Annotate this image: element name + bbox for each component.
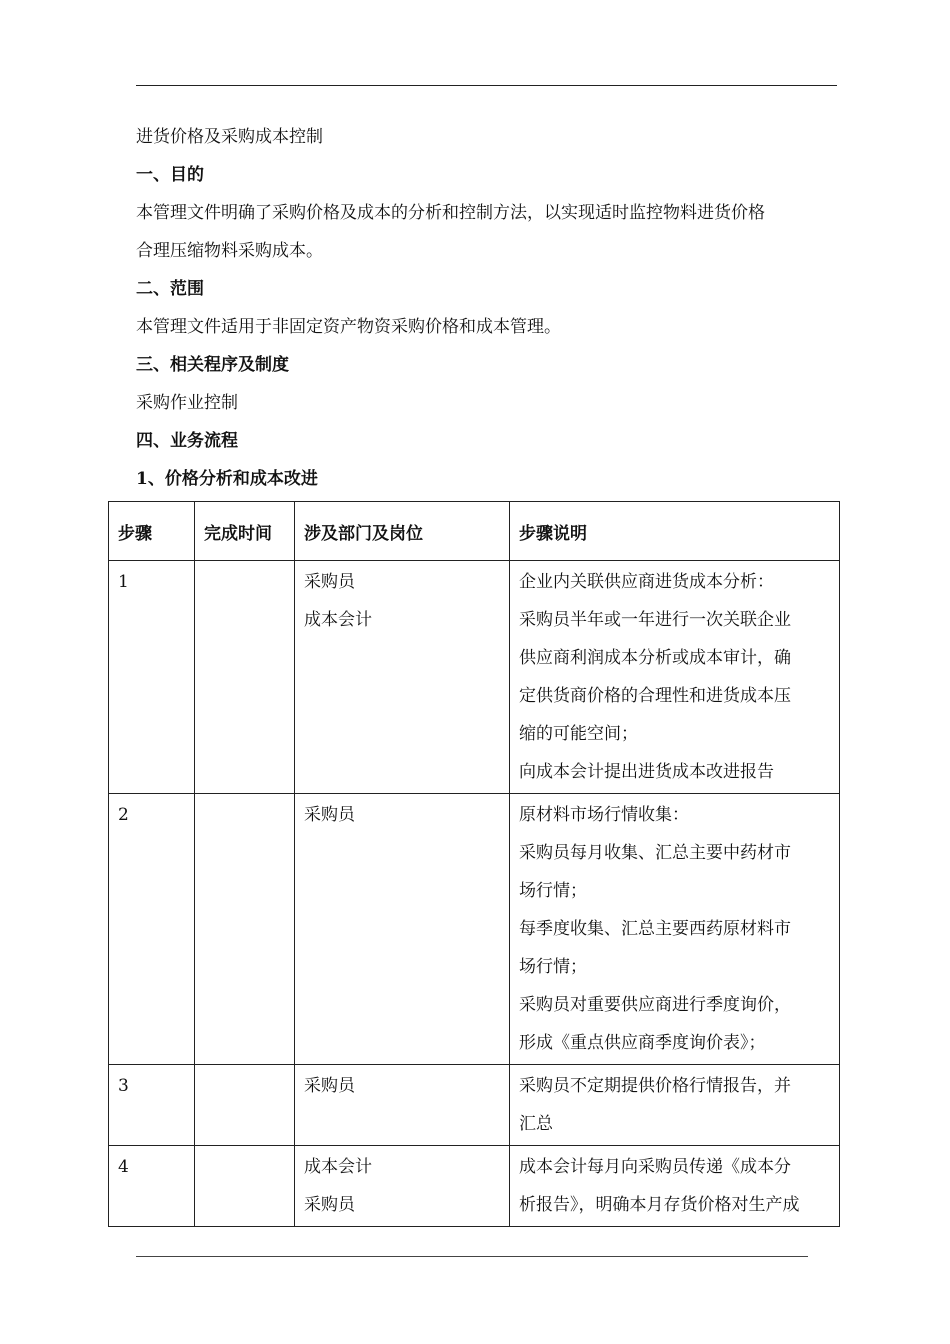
desc-line: 缩的可能空间； bbox=[519, 724, 638, 744]
section-3-heading: 三、相关程序及制度 bbox=[136, 355, 289, 375]
desc-line: 采购员半年或一年进行一次关联企业 bbox=[519, 610, 791, 630]
desc-line: 成本会计每月向采购员传递《成本分 bbox=[519, 1157, 791, 1177]
section-4-heading: 四、业务流程 bbox=[136, 431, 238, 451]
desc-line: 采购员每月收集、汇总主要中药材市 bbox=[519, 843, 791, 863]
table-header-row bbox=[109, 502, 840, 561]
desc-line: 企业内关联供应商进货成本分析： bbox=[519, 572, 774, 592]
desc-line: 采购员对重要供应商进行季度询价， bbox=[519, 995, 791, 1015]
header-dept: 涉及部门及岗位 bbox=[295, 502, 510, 561]
table-row bbox=[109, 794, 840, 1065]
row-desc bbox=[510, 794, 840, 1065]
process-table bbox=[108, 501, 840, 1227]
section-2-text: 本管理文件适用于非固定资产物资采购价格和成本管理。 bbox=[136, 317, 561, 337]
section-1-heading: 一、目的 bbox=[136, 165, 204, 185]
row-step bbox=[109, 561, 195, 794]
header-time: 完成时间 bbox=[195, 502, 295, 561]
dept-item: 采购员 bbox=[304, 1076, 355, 1096]
row-desc bbox=[510, 1146, 840, 1227]
desc-line: 汇总 bbox=[519, 1114, 553, 1134]
section-3-text: 采购作业控制 bbox=[136, 393, 238, 413]
step-number: 4 bbox=[118, 1157, 129, 1177]
section-4-subheading: 1、价格分析和成本改进 bbox=[136, 469, 318, 489]
dept-item: 采购员 bbox=[304, 805, 355, 825]
table-row bbox=[109, 1146, 840, 1227]
dept-item: 成本会计 bbox=[304, 610, 372, 630]
row-time bbox=[195, 1065, 295, 1146]
desc-line: 析报告》，明确本月存货价格对生产成 bbox=[519, 1195, 800, 1215]
desc-line: 采购员不定期提供价格行情报告，并 bbox=[519, 1076, 791, 1096]
desc-line: 场行情； bbox=[519, 957, 587, 977]
row-dept bbox=[295, 794, 510, 1065]
desc-line: 向成本会计提出进货成本改进报告 bbox=[519, 762, 774, 782]
document-body bbox=[136, 118, 840, 498]
section-1-text-line-2: 合理压缩物料采购成本。 bbox=[136, 241, 323, 261]
row-step bbox=[109, 794, 195, 1065]
row-step bbox=[109, 1065, 195, 1146]
table-row bbox=[109, 561, 840, 794]
dept-item: 成本会计 bbox=[304, 1157, 372, 1177]
dept-item: 采购员 bbox=[304, 1195, 355, 1215]
dept-item: 采购员 bbox=[304, 572, 355, 592]
row-step bbox=[109, 1146, 195, 1227]
row-dept bbox=[295, 1065, 510, 1146]
row-desc bbox=[510, 561, 840, 794]
desc-line: 定供货商价格的合理性和进货成本压 bbox=[519, 686, 791, 706]
desc-line: 形成《重点供应商季度询价表》； bbox=[519, 1033, 766, 1053]
row-dept bbox=[295, 1146, 510, 1227]
row-time bbox=[195, 1146, 295, 1227]
row-dept bbox=[295, 561, 510, 794]
step-number: 2 bbox=[118, 805, 129, 825]
header-step: 步骤 bbox=[109, 502, 195, 561]
desc-line: 原材料市场行情收集： bbox=[519, 805, 689, 825]
desc-line: 每季度收集、汇总主要西药原材料市 bbox=[519, 919, 791, 939]
step-number: 3 bbox=[118, 1076, 129, 1096]
footer-rule bbox=[136, 1256, 808, 1257]
desc-line: 供应商利润成本分析或成本审计，确 bbox=[519, 648, 791, 668]
header-desc: 步骤说明 bbox=[510, 502, 840, 561]
row-desc bbox=[510, 1065, 840, 1146]
doc-title: 进货价格及采购成本控制 bbox=[136, 127, 323, 147]
row-time bbox=[195, 561, 295, 794]
section-2-heading: 二、范围 bbox=[136, 279, 204, 299]
desc-line: 场行情； bbox=[519, 881, 587, 901]
row-time bbox=[195, 794, 295, 1065]
header-rule bbox=[136, 85, 837, 86]
section-1-text-line-1: 本管理文件明确了采购价格及成本的分析和控制方法，以实现适时监控物料进货价格 bbox=[136, 203, 765, 223]
step-number: 1 bbox=[118, 572, 129, 592]
table-row bbox=[109, 1065, 840, 1146]
